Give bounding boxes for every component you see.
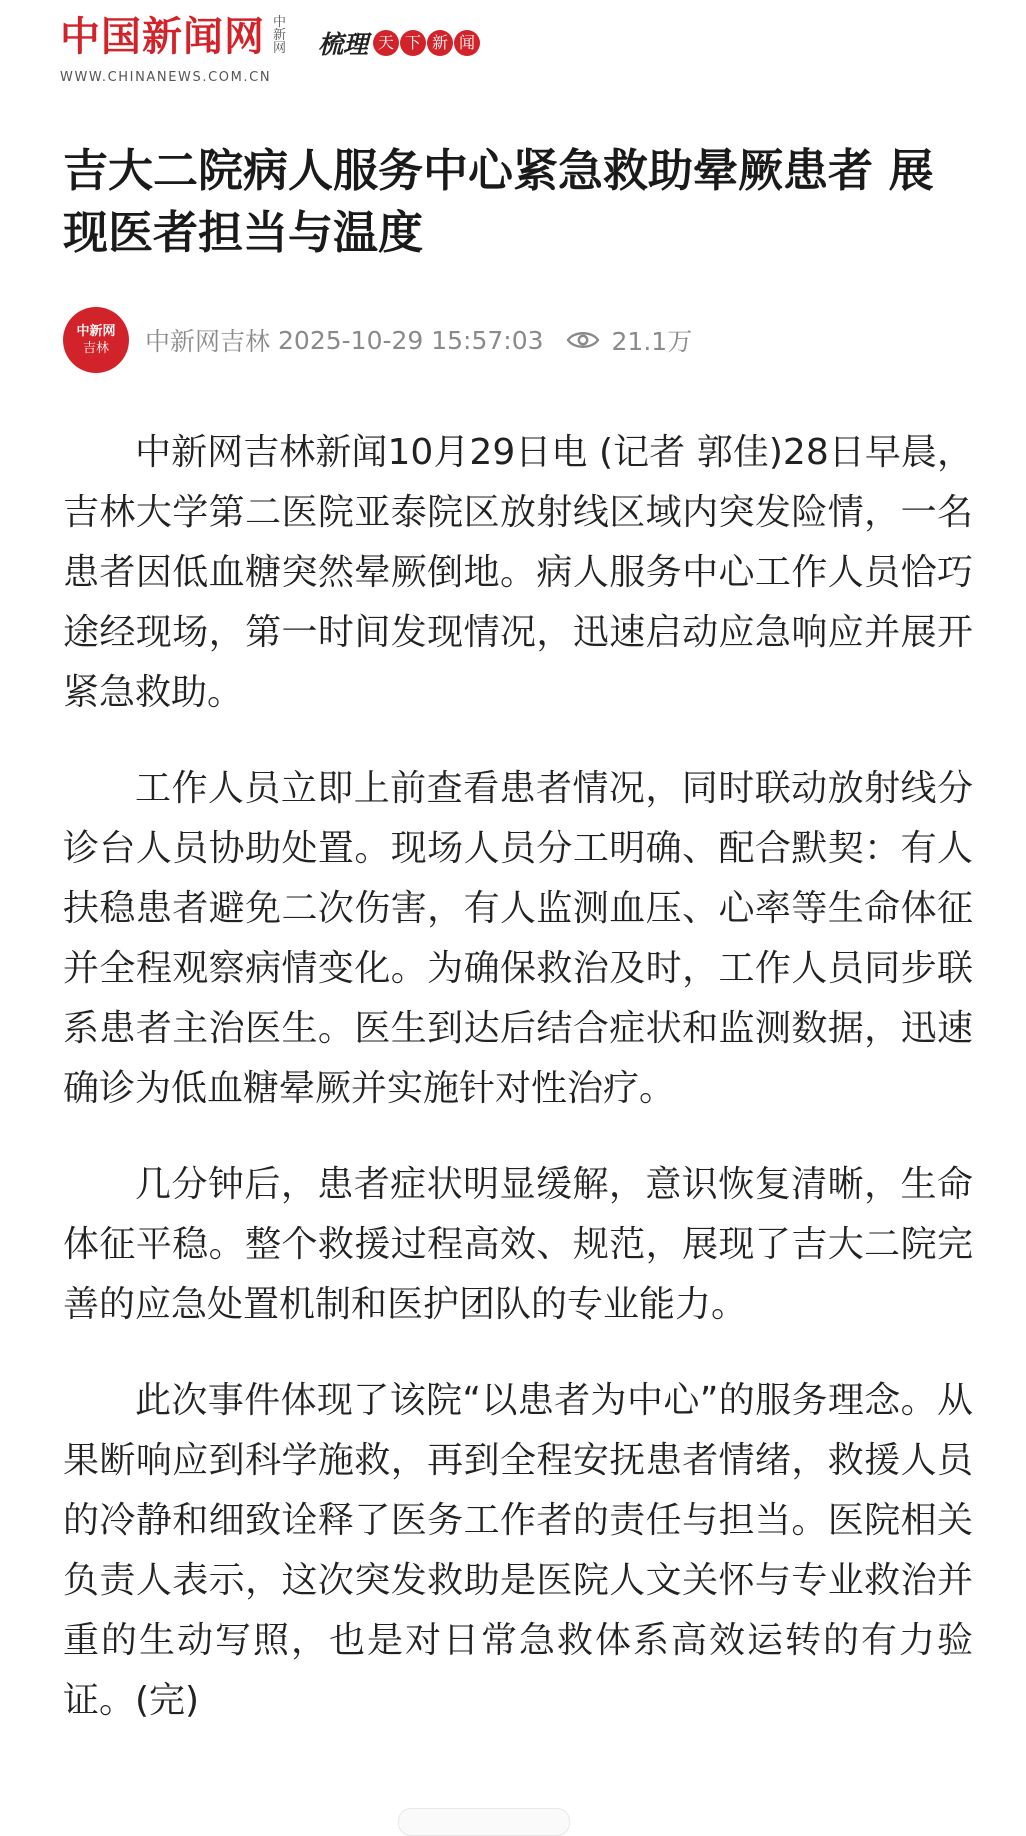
avatar-region-text: 吉林 [82, 341, 109, 356]
tagline-char: 新 [427, 30, 453, 56]
logo-vertical-text: 中新网 [273, 15, 287, 56]
tagline-char: 闻 [454, 30, 480, 56]
logo-wordmark: 中国新闻网 [60, 13, 265, 60]
tagline-char: 下 [400, 30, 426, 56]
article-timestamp: 2025-10-29 15:57:03 [278, 325, 544, 355]
tagline-lead: 梳理 [318, 30, 369, 59]
article-meta [63, 307, 692, 373]
article-paragraph: 几分钟后，患者症状明显缓解，意识恢复清晰，生命体征平稳。整个救援过程高效、规范，展现了吉大二院完善的应急处置机制和医护团队的专业能力。 [63, 1164, 973, 1325]
article-body [63, 423, 973, 1767]
bottom-action-pill[interactable] [398, 1808, 570, 1836]
view-count: 21.1万 [611, 327, 693, 356]
article-paragraph: 中新网吉林新闻10月29日电 (记者 郭佳)28日早晨，吉林大学第二医院亚泰院区放射线区域内突发险情，一名患者因低血糖突然晕厥倒地。病人服务中心工作人员恰巧途经现场，第一时间发现情况，迅速启动应急响应并展开紧急救助。 [63, 432, 973, 713]
article-paragraph: 工作人员立即上前查看患者情况，同时联动放射线分诊台人员协助处置。现场人员分工明确、配合默契：有人扶稳患者避免二次伤害，有人监测血压、心率等生命体征并全程观察病情变化。为确保救治及时，工作人员同步联系患者主治医生。医生到达后结合症状和监测数据，迅速确诊为低血糖晕厥并实施针对性治疗。 [63, 768, 973, 1109]
chinanews-logo[interactable] [60, 14, 290, 90]
tagline-char: 天 [373, 30, 399, 56]
article-paragraph: 此次事件体现了该院“以患者为中心”的服务理念。从果断响应到科学施救，再到全程安抚患者情绪，救援人员的冷静和细致诠释了医务工作者的责任与担当。医院相关负责人表示，这次突发救助是医院人文关怀与专业救治并重的生动写照，也是对日常急救体系高效运转的有力验证。(完) [63, 1380, 973, 1721]
eye-icon [566, 329, 600, 351]
top-header [0, 0, 1026, 100]
article-title: 吉大二院病人服务中心紧急救助晕厥患者 展现医者担当与温度 [63, 144, 934, 259]
tagline [318, 26, 480, 60]
logo-url: WWW.CHINANEWS.COM.CN [60, 70, 272, 85]
avatar-logo-text: 中新网 [76, 324, 116, 339]
author-avatar[interactable] [63, 307, 129, 373]
article-source[interactable]: 中新网吉林 [145, 327, 271, 356]
